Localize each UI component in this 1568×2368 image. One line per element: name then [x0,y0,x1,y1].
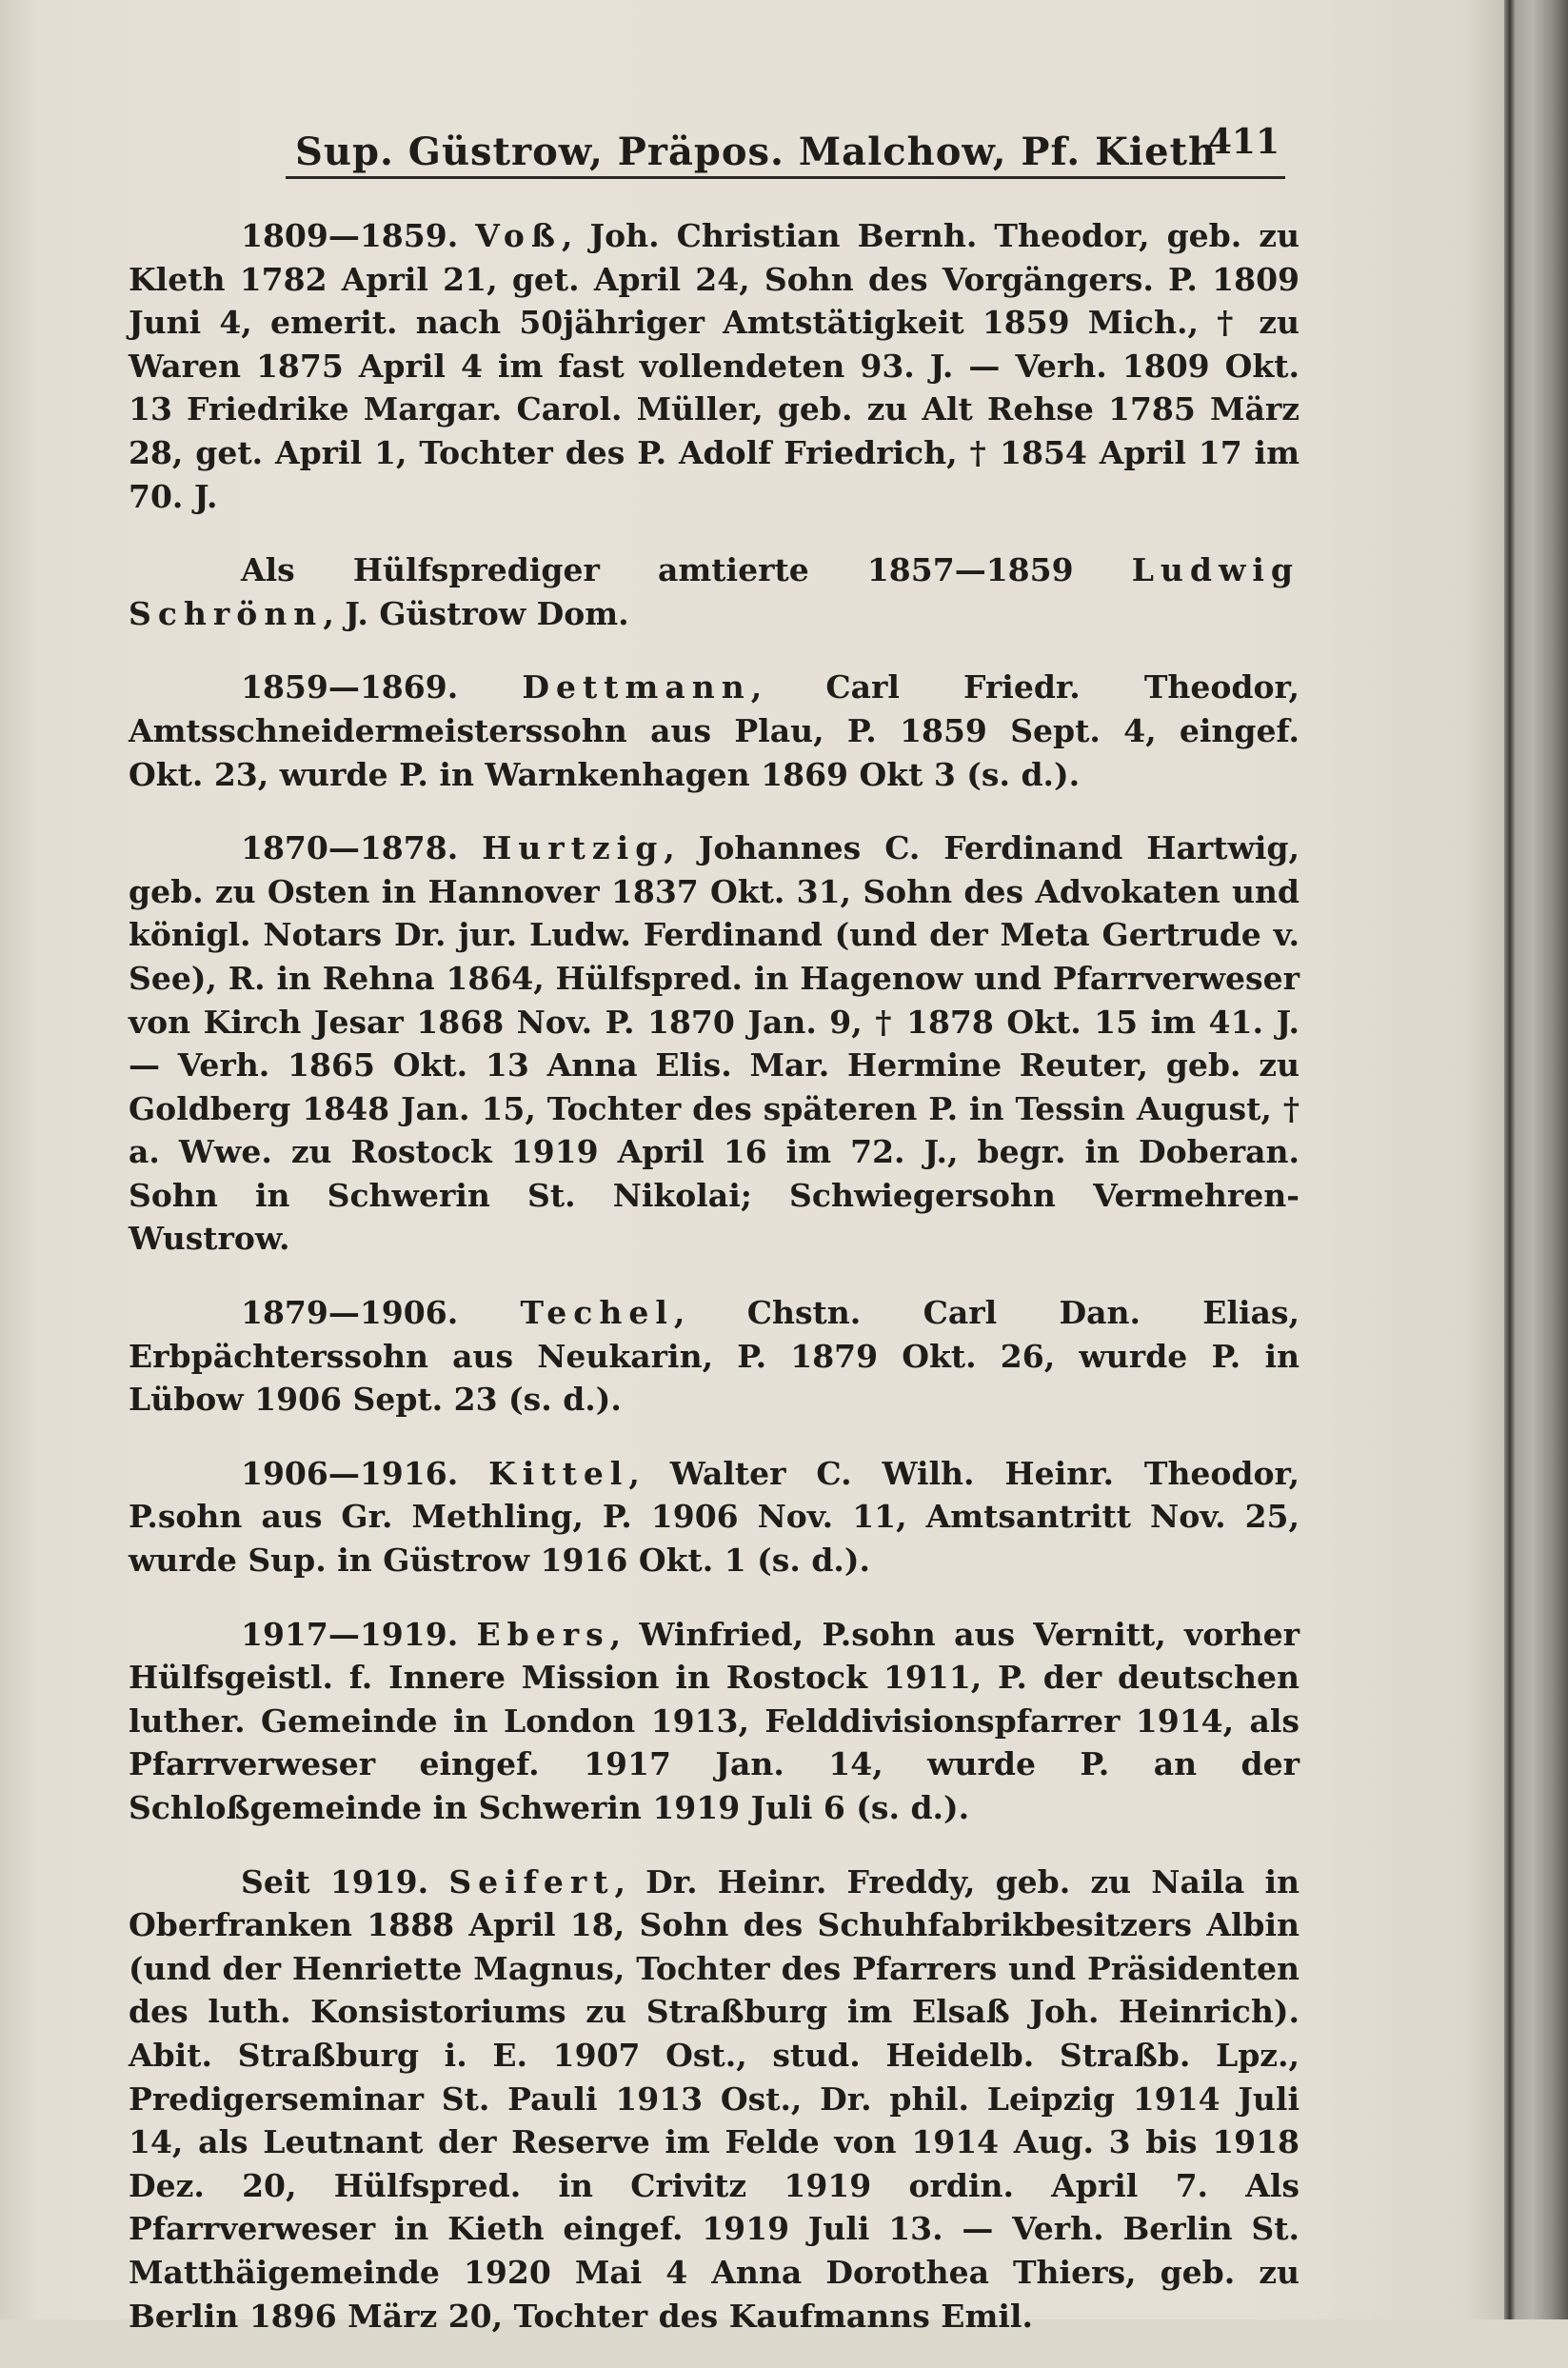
entry-kittel [129,1452,1300,1582]
entry-text: , Carl Friedr. Theodor, Amtsschneidermeisterssohn aus Plau, P. 1859 Sept. 4, eingef. Okt. 23, wurde P. in Warnkenhagen 1869 Okt 3 (s. d.). [129,668,1300,793]
entry-name: Dettmann [522,668,751,706]
entry-text: , J. Güstrow Dom. [323,594,629,632]
entry-voss [129,214,1300,518]
entry-years: 1870—1878. [241,829,459,867]
entry-years: Seit 1919. [241,1862,429,1900]
entry-years: 1879—1906. [241,1294,459,1332]
entry-name: Ebers [476,1615,610,1653]
entry-ebers [129,1613,1300,1830]
entry-seifert [129,1861,1300,2338]
entry-years: Als Hülfsprediger amtierte 1857—1859 [241,551,1074,589]
entry-techel [129,1291,1300,1422]
entry-text: , Joh. Christian Bernh. Theodor, geb. zu Kleth 1782 April 21, get. April 24, Sohn des Vorgängers. P. 1809 Juni 4, emerit. nach 50jähriger Amtstätigkeit 1859 Mich., † zu Waren 1875 April 4 im fast vollendeten 93. J. — Verh. 1809 Okt. 13 Friedrike Margar. Carol. Müller, geb. zu Alt Rehse 1785 März 28, get. April 1, Tochter des P. Adolf Friedrich, † 1854 April 17 im 70. J. [129,217,1300,515]
page-header [286,122,1285,179]
entry-text: , Chstn. Carl Dan. Elias, Erbpächterssohn aus Neukarin, P. 1879 Okt. 26, wurde P. in Lübow 1906 Sept. 23 (s. d.). [129,1294,1300,1419]
entry-years: 1809—1859. [241,217,459,254]
entry-name: Hurtzig [482,829,665,867]
entry-text: , Winfried, P.sohn aus Vernitt, vorher Hülfsgeistl. f. Innere Mission in Rostock 1911, P. der deutschen luther. Gemeinde in London 1913, Felddivisionspfarrer 1914, als Pfarrverweser eingef. 1917 Jan. 14, wurde P. an der Schloßgemeinde in Schwerin 1919 Juli 6 (s. d.). [129,1615,1300,1826]
running-head: Sup. Güstrow, Präpos. Malchow, Pf. Kieth [295,129,1218,174]
page-number: 411 [1207,122,1280,162]
entry-name: Ludwig Schrönn [129,551,1300,632]
entry-name: Kittel [488,1454,629,1492]
entry-text: , Johannes C. Ferdinand Hartwig, geb. zu Osten in Hannover 1837 Okt. 31, Sohn des Advokaten und königl. Notars Dr. jur. Ludw. Ferdinand (und der Meta Gertrude v. See), R. in Rehna 1864, Hülfspred. in Hagenow und Pfarrverweser von Kirch Jesar 1868 Nov. P. 1870 Jan. 9, † 1878 Okt. 15 im 41. J. — Verh. 1865 Okt. 13 Anna Elis. Mar. Hermine Reuter, geb. zu Goldberg 1848 Jan. 15, Tochter des späteren P. in Tessin August, † a. Wwe. zu Rostock 1919 April 16 im 72. J., begr. in Doberan. Sohn in Schwerin St. Nikolai; Schwiegersohn Vermehren-Wustrow. [129,829,1300,1258]
entry-years: 1906—1916. [241,1454,459,1492]
entry-hurtzig [129,826,1300,1261]
entry-dettmann [129,666,1300,796]
entry-name: Seifert [448,1862,615,1900]
entry-years: 1859—1869. [241,668,459,706]
page-body [129,214,1300,2368]
entry-schroenn [129,548,1300,635]
entry-name: Voß [475,217,562,254]
book-gutter [1504,0,1568,2319]
entry-text: , Dr. Heinr. Freddy, geb. zu Naila in Oberfranken 1888 April 18, Sohn des Schuhfabrikbesitzers Albin (und der Henriette Magnus, Tochter des Pfarrers und Präsidenten des luth. Konsistoriums zu Straßburg im Elsaß Joh. Heinrich). Abit. Straßburg i. E. 1907 Ost., stud. Heidelb. Straßb. Lpz., Predigerseminar St. Pauli 1913 Ost., Dr. phil. Leipzig 1914 Juli 14, als Leutnant der Reserve im Felde von 1914 Aug. 3 bis 1918 Dez. 20, Hülfspred. in Crivitz 1919 ordin. April 7. Als Pfarrverweser in Kieth eingef. 1919 Juli 13. — Verh. Berlin St. Matthäigemeinde 1920 Mai 4 Anna Dorothea Thiers, geb. zu Berlin 1896 März 20, Tochter des Kaufmanns Emil. [129,1862,1300,2335]
entry-text: , Walter C. Wilh. Heinr. Theodor, P.sohn aus Gr. Methling, P. 1906 Nov. 11, Amtsantritt Nov. 25, wurde Sup. in Güstrow 1916 Okt. 1 (s. d.). [129,1454,1300,1580]
entry-name: Techel [520,1294,674,1332]
entry-years: 1917—1919. [241,1615,459,1653]
